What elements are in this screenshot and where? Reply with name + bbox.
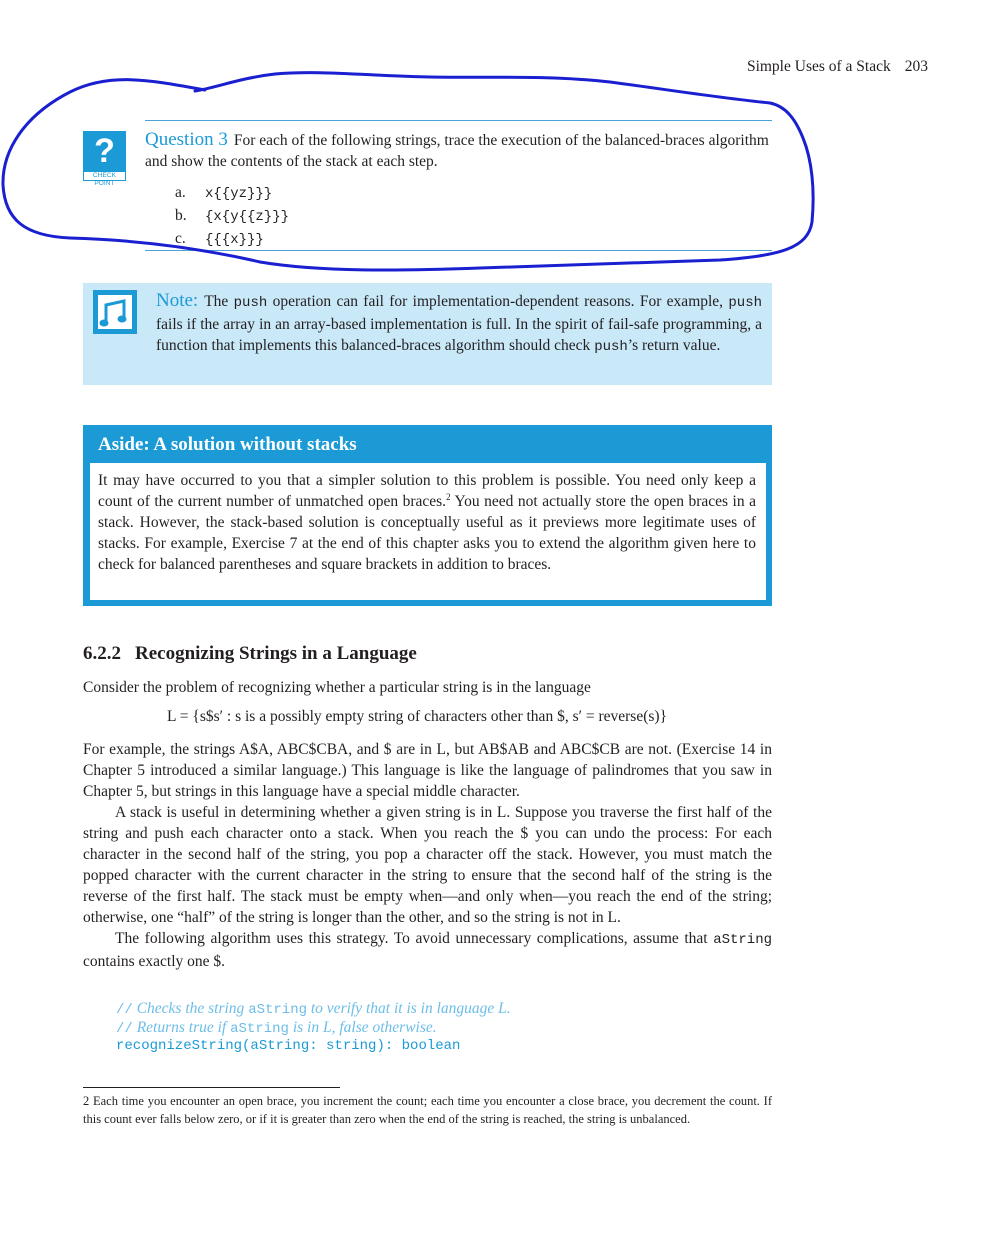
note-text-part: The: [204, 293, 234, 310]
note-code: push: [594, 339, 628, 355]
note-title: Note:: [156, 290, 199, 311]
note-text-part: ’s return value.: [627, 337, 721, 354]
item-value: {{{x}}}: [205, 232, 264, 248]
comment-text: Returns true if: [132, 1019, 231, 1036]
comment-text: to verify that it is in language L.: [307, 1000, 511, 1017]
checkpoint-icon-label: CHECK POINT: [83, 171, 126, 181]
comment-slashes: //: [116, 1002, 133, 1018]
section-number: 6.2.2: [83, 643, 121, 664]
aside-text-part: It may have occurred to you that a simpler solution to this problem is possible. You need only keep a count of the current number of unmatched open braces.: [98, 472, 756, 510]
section-heading: [83, 643, 417, 665]
inline-code: aString: [713, 932, 772, 948]
question-mark-icon: ?: [83, 131, 126, 171]
paragraph-part: The following algorithm uses this strategy. To avoid unnecessary complications, assume that: [115, 930, 714, 947]
item-value: {x{y{{z}}}: [205, 209, 290, 225]
paragraph-part: contains exactly one $.: [83, 953, 226, 970]
paragraph: For example, the strings A$A, ABC$CBA, and $ are in L, but AB$AB and ABC$CB are not. (Exercise 14 in Chapter 5 introduced a similar language.) This language is like the language of palindromes that you saw in Chapter 5, but strings in this language have a special middle character.: [83, 741, 772, 800]
comment-text: Checks the string: [132, 1000, 249, 1017]
footnote-number: 2: [83, 1094, 90, 1108]
note-code: push: [728, 295, 762, 311]
section-body: [83, 739, 772, 972]
comment-slashes: //: [116, 1021, 133, 1037]
note-text-part: fails if the array in an array-based implementation is full. In the spirit of fail-safe programming, a function that implements this balanced-braces algorithm should check: [156, 316, 762, 354]
aside-text: [98, 470, 756, 575]
item-label: c.: [175, 230, 186, 247]
code-comment-line: [116, 1000, 511, 1019]
hand-drawn-circle-annotation: [0, 0, 992, 300]
aside-text-part: You need not actually store the open braces in a stack. However, the stack-based solution is conceptually useful as it previews more legitimate uses of stacks. For example, Exercise 7 at the end of this chapter asks you to extend the algorithm given here to check for balanced parentheses and square brackets in addition to braces.: [98, 493, 757, 573]
running-title: Simple Uses of a Stack: [746, 58, 891, 75]
question-text: For each of the following strings, trace the execution of the balanced-braces algorithm and show the contents of the stack at each step.: [145, 132, 769, 170]
item-label: a.: [175, 184, 186, 201]
footnote-rule: [83, 1087, 340, 1088]
item-label: b.: [175, 207, 187, 224]
note-text: [156, 290, 762, 358]
pseudocode-block: [116, 1000, 511, 1055]
code-comment-line: [116, 1019, 511, 1038]
footnote: [83, 1092, 772, 1128]
comment-code: aString: [248, 1002, 307, 1018]
comment-code: aString: [230, 1021, 289, 1037]
aside-title: Aside: A solution without stacks: [98, 434, 357, 455]
question-title: Question 3: [145, 129, 228, 150]
note-glyph: [98, 295, 132, 329]
item-value: x{{yz}}}: [205, 186, 273, 202]
language-equation: L = {s$s′ : s is a possibly empty string of characters other than $, s′ = reverse(s)}: [167, 708, 668, 725]
section-title: Recognizing Strings in a Language: [135, 643, 417, 664]
comment-text: is in L, false otherwise.: [288, 1019, 437, 1036]
function-signature: recognizeString(aString: string): boolean: [116, 1038, 461, 1054]
note-code: push: [233, 295, 268, 311]
footnote-ref: 2: [446, 491, 451, 502]
section-intro: Consider the problem of recognizing whether a particular string is in the language: [83, 679, 591, 696]
note-text-part: operation can fail for implementation-dependent reasons. For example,: [267, 293, 729, 310]
footnote-text: Each time you encounter an open brace, you increment the count; each time you encounter a close brace, you decrement the count. If this count ever falls below zero, or if it is greater than zero when the end of the string is reached, the string is unbalanced.: [83, 1094, 772, 1126]
page-number: 203: [904, 58, 928, 75]
paragraph: [83, 928, 772, 972]
music-note-icon: [93, 290, 137, 334]
paragraph: A stack is useful in determining whether a given string is in L. Suppose you traverse the first half of the string and push each character onto a stack. When you reach the $ you can undo the process: For each character in the second half of the string, you pop a character off the stack. However, you must match the popped character with the current character in the string to ensure that the second half of the string is the reverse of the first half. The stack must be empty when—and only when—you reach the end of the string; otherwise, one “half” of the string is longer than the other, and so the string is not in L.: [83, 804, 772, 926]
